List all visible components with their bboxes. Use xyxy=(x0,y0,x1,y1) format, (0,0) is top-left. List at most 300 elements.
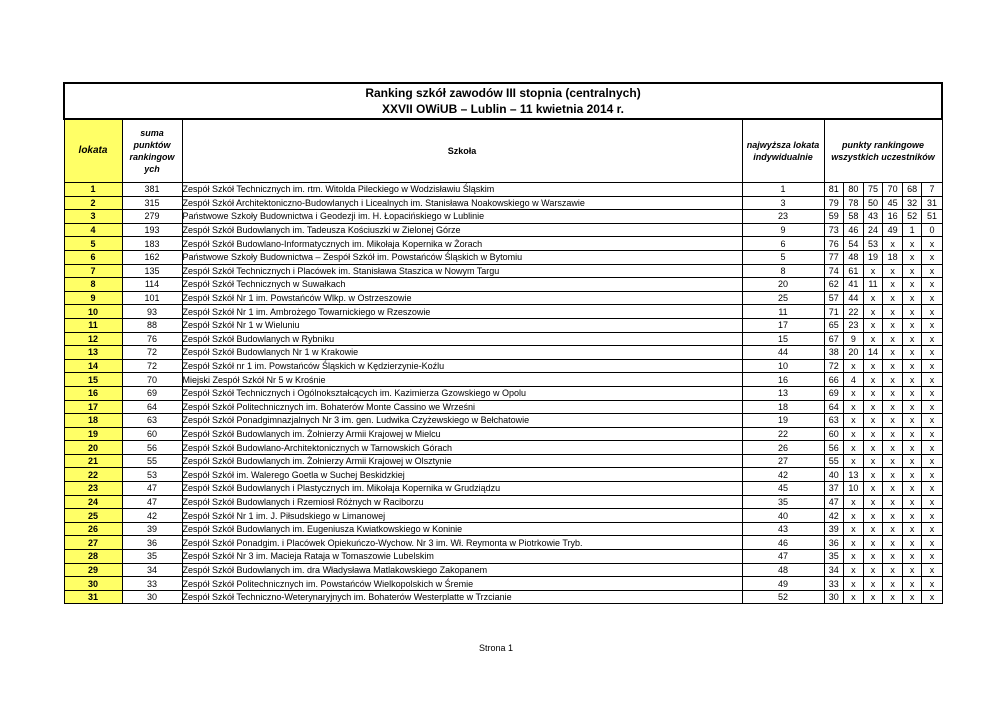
cell-suma: 56 xyxy=(122,441,182,455)
cell-punkty: x xyxy=(922,441,942,455)
cell-suma: 63 xyxy=(122,414,182,428)
cell-punkty: x xyxy=(883,454,903,468)
cell-punkty: 32 xyxy=(902,196,922,210)
cell-punkty: x xyxy=(902,291,922,305)
cell-punkty: x xyxy=(922,278,942,292)
cell-punkty: x xyxy=(863,264,883,278)
cell-suma: 76 xyxy=(122,332,182,346)
cell-najwyzsza: 3 xyxy=(742,196,824,210)
cell-suma: 88 xyxy=(122,318,182,332)
cell-lokata: 26 xyxy=(64,522,122,536)
table-row xyxy=(64,495,942,509)
cell-szkola: Zespół Szkół Nr 1 im. Powstańców Wlkp. w Ostrzeszowie xyxy=(182,291,742,305)
cell-punkty: x xyxy=(922,482,942,496)
cell-punkty: 77 xyxy=(824,250,844,264)
cell-suma: 93 xyxy=(122,305,182,319)
table-row xyxy=(64,414,942,428)
cell-suma: 315 xyxy=(122,196,182,210)
cell-punkty: 51 xyxy=(922,210,942,224)
cell-szkola: Zespół Szkół Budowlanych i Plastycznych im. Mikołaja Kopernika w Grudziądzu xyxy=(182,482,742,496)
table-row xyxy=(64,536,942,550)
cell-suma: 135 xyxy=(122,264,182,278)
cell-punkty: x xyxy=(883,305,903,319)
cell-punkty: x xyxy=(902,305,922,319)
cell-lokata: 20 xyxy=(64,441,122,455)
cell-punkty: 43 xyxy=(863,210,883,224)
cell-punkty: x xyxy=(844,427,864,441)
cell-punkty: x xyxy=(922,264,942,278)
cell-szkola: Miejski Zespół Szkół Nr 5 w Krośnie xyxy=(182,373,742,387)
cell-punkty: 66 xyxy=(824,373,844,387)
header-row xyxy=(64,119,942,183)
cell-punkty: x xyxy=(863,332,883,346)
cell-punkty: x xyxy=(922,318,942,332)
cell-suma: 33 xyxy=(122,577,182,591)
table-row xyxy=(64,590,942,604)
cell-punkty: 40 xyxy=(824,468,844,482)
table-row xyxy=(64,250,942,264)
cell-suma: 114 xyxy=(122,278,182,292)
cell-lokata: 25 xyxy=(64,509,122,523)
cell-szkola: Zespół Szkół Nr 1 im. J. Piłsudskiego w Limanowej xyxy=(182,509,742,523)
cell-punkty: 62 xyxy=(824,278,844,292)
cell-punkty: x xyxy=(902,359,922,373)
cell-szkola: Zespół Szkół Budowlanych im. Żołnierzy Armii Krajowej w Olsztynie xyxy=(182,454,742,468)
cell-szkola: Zespół Szkół Nr 1 im. Ambrożego Towarnickiego w Rzeszowie xyxy=(182,305,742,319)
cell-lokata: 14 xyxy=(64,359,122,373)
table-row xyxy=(64,346,942,360)
header-szkola: Szkoła xyxy=(182,119,742,183)
cell-punkty: x xyxy=(902,278,922,292)
cell-suma: 47 xyxy=(122,495,182,509)
cell-punkty: 70 xyxy=(883,183,903,197)
cell-punkty: 18 xyxy=(883,250,903,264)
cell-lokata: 8 xyxy=(64,278,122,292)
table-row xyxy=(64,278,942,292)
cell-punkty: x xyxy=(844,386,864,400)
cell-punkty: x xyxy=(863,536,883,550)
cell-najwyzsza: 19 xyxy=(742,414,824,428)
cell-punkty: x xyxy=(922,386,942,400)
cell-najwyzsza: 15 xyxy=(742,332,824,346)
cell-suma: 183 xyxy=(122,237,182,251)
cell-punkty: x xyxy=(863,563,883,577)
cell-najwyzsza: 26 xyxy=(742,441,824,455)
cell-suma: 381 xyxy=(122,183,182,197)
table-row xyxy=(64,454,942,468)
cell-punkty: x xyxy=(922,468,942,482)
cell-punkty: 63 xyxy=(824,414,844,428)
cell-lokata: 5 xyxy=(64,237,122,251)
cell-najwyzsza: 20 xyxy=(742,278,824,292)
cell-suma: 101 xyxy=(122,291,182,305)
cell-punkty: x xyxy=(883,495,903,509)
cell-szkola: Zespół Szkół Budowlano-Informatycznych im. Mikołaja Kopernika w Żorach xyxy=(182,237,742,251)
cell-lokata: 11 xyxy=(64,318,122,332)
cell-punkty: 49 xyxy=(883,223,903,237)
cell-lokata: 18 xyxy=(64,414,122,428)
cell-najwyzsza: 1 xyxy=(742,183,824,197)
cell-szkola: Zespół Szkół Ponadgim. i Placówek Opiekuńczo-Wychow. Nr 3 im. Wł. Reymonta w Piotrkowie Tryb. xyxy=(182,536,742,550)
cell-punkty: x xyxy=(863,427,883,441)
cell-punkty: x xyxy=(922,590,942,604)
cell-suma: 72 xyxy=(122,346,182,360)
cell-najwyzsza: 17 xyxy=(742,318,824,332)
cell-punkty: x xyxy=(883,427,903,441)
cell-punkty: x xyxy=(922,332,942,346)
cell-punkty: x xyxy=(863,373,883,387)
table-row xyxy=(64,332,942,346)
cell-punkty: x xyxy=(902,400,922,414)
cell-punkty: x xyxy=(902,386,922,400)
cell-punkty: x xyxy=(883,468,903,482)
cell-punkty: x xyxy=(902,237,922,251)
cell-punkty: x xyxy=(922,359,942,373)
cell-punkty: x xyxy=(902,454,922,468)
cell-punkty: 23 xyxy=(844,318,864,332)
cell-punkty: x xyxy=(883,264,903,278)
cell-punkty: 42 xyxy=(824,509,844,523)
cell-punkty: x xyxy=(863,454,883,468)
cell-punkty: 61 xyxy=(844,264,864,278)
cell-punkty: x xyxy=(883,237,903,251)
cell-punkty: 75 xyxy=(863,183,883,197)
cell-lokata: 6 xyxy=(64,250,122,264)
cell-punkty: 48 xyxy=(844,250,864,264)
cell-szkola: Zespół Szkół Technicznych i Placówek im. Stanisława Staszica w Nowym Targu xyxy=(182,264,742,278)
cell-szkola: Zespół Szkół Ponadgimnazjalnych Nr 3 im. gen. Ludwika Czyżewskiego w Bełchatowie xyxy=(182,414,742,428)
cell-punkty: x xyxy=(844,414,864,428)
cell-punkty: 52 xyxy=(902,210,922,224)
cell-punkty: x xyxy=(883,414,903,428)
cell-punkty: 72 xyxy=(824,359,844,373)
cell-lokata: 2 xyxy=(64,196,122,210)
cell-szkola: Zespół Szkół Budowlanych im. Eugeniusza Kwiatkowskiego w Koninie xyxy=(182,522,742,536)
cell-punkty: 71 xyxy=(824,305,844,319)
table-row xyxy=(64,577,942,591)
cell-punkty: x xyxy=(902,577,922,591)
cell-punkty: x xyxy=(883,318,903,332)
cell-punkty: x xyxy=(844,550,864,564)
cell-najwyzsza: 16 xyxy=(742,373,824,387)
cell-lokata: 27 xyxy=(64,536,122,550)
cell-punkty: 44 xyxy=(844,291,864,305)
cell-lokata: 7 xyxy=(64,264,122,278)
table-row xyxy=(64,196,942,210)
cell-punkty: x xyxy=(922,550,942,564)
cell-najwyzsza: 45 xyxy=(742,482,824,496)
cell-szkola: Państwowe Szkoły Budownictwa i Geodezji im. H. Łopacińskiego w Lublinie xyxy=(182,210,742,224)
cell-lokata: 28 xyxy=(64,550,122,564)
table-row xyxy=(64,318,942,332)
cell-punkty: 11 xyxy=(863,278,883,292)
cell-suma: 53 xyxy=(122,468,182,482)
cell-szkola: Zespół Szkół Budowlanych im. dra Władysława Matlakowskiego Zakopanem xyxy=(182,563,742,577)
cell-punkty: x xyxy=(902,522,922,536)
cell-punkty: 36 xyxy=(824,536,844,550)
cell-punkty: x xyxy=(922,305,942,319)
cell-szkola: Zespół Szkół Politechnicznych im. Powstańców Wielkopolskich w Śremie xyxy=(182,577,742,591)
cell-punkty: x xyxy=(922,237,942,251)
cell-lokata: 10 xyxy=(64,305,122,319)
table-row xyxy=(64,373,942,387)
cell-punkty: x xyxy=(863,400,883,414)
cell-szkola: Zespół Szkół Technicznych w Suwałkach xyxy=(182,278,742,292)
cell-punkty: x xyxy=(844,441,864,455)
cell-lokata: 12 xyxy=(64,332,122,346)
cell-punkty: x xyxy=(902,441,922,455)
cell-suma: 162 xyxy=(122,250,182,264)
cell-szkola: Zespół Szkół Technicznych i Ogólnokształcących im. Kazimierza Gzowskiego w Opolu xyxy=(182,386,742,400)
ranking-rows xyxy=(64,183,942,604)
cell-punkty: 78 xyxy=(844,196,864,210)
cell-punkty: x xyxy=(922,346,942,360)
header-lokata: lokata xyxy=(64,119,122,183)
cell-punkty: x xyxy=(863,522,883,536)
cell-punkty: 53 xyxy=(863,237,883,251)
cell-punkty: 31 xyxy=(922,196,942,210)
cell-punkty: x xyxy=(902,482,922,496)
cell-punkty: 64 xyxy=(824,400,844,414)
cell-lokata: 22 xyxy=(64,468,122,482)
cell-suma: 64 xyxy=(122,400,182,414)
cell-najwyzsza: 43 xyxy=(742,522,824,536)
cell-punkty: x xyxy=(902,346,922,360)
cell-lokata: 19 xyxy=(64,427,122,441)
cell-lokata: 23 xyxy=(64,482,122,496)
cell-punkty: x xyxy=(863,318,883,332)
cell-punkty: x xyxy=(863,509,883,523)
cell-punkty: x xyxy=(922,427,942,441)
cell-lokata: 3 xyxy=(64,210,122,224)
cell-suma: 69 xyxy=(122,386,182,400)
cell-punkty: 14 xyxy=(863,346,883,360)
cell-punkty: x xyxy=(922,250,942,264)
cell-najwyzsza: 49 xyxy=(742,577,824,591)
table-row xyxy=(64,468,942,482)
cell-punkty: 22 xyxy=(844,305,864,319)
cell-szkola: Zespół Szkół Techniczno-Weterynaryjnych im. Bohaterów Westerplatte w Trzcianie xyxy=(182,590,742,604)
cell-punkty: x xyxy=(922,577,942,591)
table-row xyxy=(64,359,942,373)
cell-punkty: x xyxy=(883,509,903,523)
cell-punkty: x xyxy=(844,563,864,577)
cell-lokata: 30 xyxy=(64,577,122,591)
cell-punkty: 30 xyxy=(824,590,844,604)
cell-punkty: x xyxy=(863,495,883,509)
cell-lokata: 13 xyxy=(64,346,122,360)
cell-punkty: 13 xyxy=(844,468,864,482)
cell-punkty: 55 xyxy=(824,454,844,468)
table-row xyxy=(64,386,942,400)
table-row xyxy=(64,305,942,319)
cell-suma: 193 xyxy=(122,223,182,237)
cell-punkty: x xyxy=(844,359,864,373)
cell-punkty: x xyxy=(883,400,903,414)
cell-punkty: x xyxy=(922,563,942,577)
cell-punkty: x xyxy=(902,264,922,278)
cell-punkty: 80 xyxy=(844,183,864,197)
cell-punkty: x xyxy=(902,414,922,428)
cell-punkty: x xyxy=(863,590,883,604)
cell-punkty: x xyxy=(902,550,922,564)
cell-punkty: x xyxy=(863,359,883,373)
cell-punkty: x xyxy=(863,482,883,496)
cell-punkty: x xyxy=(844,577,864,591)
table-row xyxy=(64,400,942,414)
cell-szkola: Zespół Szkół Nr 3 im. Macieja Rataja w Tomaszowie Lubelskim xyxy=(182,550,742,564)
cell-punkty: x xyxy=(922,509,942,523)
table-row xyxy=(64,237,942,251)
cell-suma: 60 xyxy=(122,427,182,441)
cell-punkty: x xyxy=(883,278,903,292)
cell-suma: 55 xyxy=(122,454,182,468)
cell-punkty: x xyxy=(883,522,903,536)
table-row xyxy=(64,550,942,564)
cell-punkty: x xyxy=(922,454,942,468)
cell-szkola: Zespół Szkół nr 1 im. Powstańców Śląskich w Kędzierzynie-Koźlu xyxy=(182,359,742,373)
cell-punkty: x xyxy=(902,495,922,509)
cell-lokata: 29 xyxy=(64,563,122,577)
cell-suma: 279 xyxy=(122,210,182,224)
table-row xyxy=(64,264,942,278)
cell-punkty: 73 xyxy=(824,223,844,237)
cell-punkty: 35 xyxy=(824,550,844,564)
cell-punkty: x xyxy=(922,536,942,550)
cell-punkty: 67 xyxy=(824,332,844,346)
cell-najwyzsza: 40 xyxy=(742,509,824,523)
cell-punkty: x xyxy=(922,291,942,305)
cell-punkty: 60 xyxy=(824,427,844,441)
cell-punkty: x xyxy=(863,291,883,305)
header-suma: suma punktów rankingow ych xyxy=(122,119,182,183)
cell-punkty: x xyxy=(863,468,883,482)
cell-najwyzsza: 13 xyxy=(742,386,824,400)
cell-punkty: 47 xyxy=(824,495,844,509)
cell-punkty: 54 xyxy=(844,237,864,251)
table-row xyxy=(64,441,942,455)
cell-najwyzsza: 25 xyxy=(742,291,824,305)
cell-szkola: Zespół Szkół Nr 1 w Wieluniu xyxy=(182,318,742,332)
cell-punkty: x xyxy=(902,332,922,346)
cell-punkty: x xyxy=(863,414,883,428)
cell-najwyzsza: 11 xyxy=(742,305,824,319)
cell-punkty: x xyxy=(863,441,883,455)
title-cell xyxy=(64,83,942,119)
cell-szkola: Zespół Szkół Architektoniczno-Budowlanych i Licealnych im. Stanisława Noakowskiego w Warszawie xyxy=(182,196,742,210)
cell-punkty: x xyxy=(883,359,903,373)
cell-suma: 34 xyxy=(122,563,182,577)
header-najwyzsza: najwyższa lokata indywidualnie xyxy=(742,119,824,183)
cell-punkty: 58 xyxy=(844,210,864,224)
cell-punkty: x xyxy=(863,550,883,564)
cell-punkty: 0 xyxy=(922,223,942,237)
cell-punkty: x xyxy=(902,373,922,387)
cell-punkty: 59 xyxy=(824,210,844,224)
cell-punkty: x xyxy=(844,536,864,550)
cell-najwyzsza: 18 xyxy=(742,400,824,414)
cell-szkola: Zespół Szkół Budowlanych i Rzemiosł Różnych w Raciborzu xyxy=(182,495,742,509)
cell-suma: 42 xyxy=(122,509,182,523)
page-footer: Strona 1 xyxy=(478,643,514,653)
cell-punkty: 69 xyxy=(824,386,844,400)
cell-lokata: 31 xyxy=(64,590,122,604)
cell-punkty: 74 xyxy=(824,264,844,278)
cell-punkty: 79 xyxy=(824,196,844,210)
header-punkty: punkty rankingowe wszystkich uczestników xyxy=(824,119,942,183)
cell-najwyzsza: 46 xyxy=(742,536,824,550)
cell-punkty: x xyxy=(863,305,883,319)
cell-najwyzsza: 47 xyxy=(742,550,824,564)
cell-punkty: x xyxy=(902,427,922,441)
cell-punkty: 4 xyxy=(844,373,864,387)
cell-punkty: x xyxy=(902,468,922,482)
cell-suma: 39 xyxy=(122,522,182,536)
cell-szkola: Zespół Szkół Technicznych im. rtm. Witolda Pileckiego w Wodzisławiu Śląskim xyxy=(182,183,742,197)
cell-punkty: 33 xyxy=(824,577,844,591)
cell-punkty: x xyxy=(922,373,942,387)
cell-punkty: x xyxy=(863,577,883,591)
cell-punkty: 68 xyxy=(902,183,922,197)
cell-punkty: x xyxy=(902,509,922,523)
cell-punkty: x xyxy=(902,250,922,264)
cell-punkty: x xyxy=(883,536,903,550)
cell-punkty: x xyxy=(902,318,922,332)
cell-punkty: x xyxy=(883,550,903,564)
cell-punkty: 19 xyxy=(863,250,883,264)
cell-suma: 35 xyxy=(122,550,182,564)
cell-szkola: Zespół Szkół Budowlano-Architektonicznych w Tarnowskich Górach xyxy=(182,441,742,455)
cell-punkty: x xyxy=(883,346,903,360)
cell-punkty: 20 xyxy=(844,346,864,360)
cell-punkty: x xyxy=(922,414,942,428)
cell-punkty: 34 xyxy=(824,563,844,577)
cell-punkty: x xyxy=(922,400,942,414)
cell-lokata: 9 xyxy=(64,291,122,305)
cell-najwyzsza: 52 xyxy=(742,590,824,604)
cell-punkty: 56 xyxy=(824,441,844,455)
cell-punkty: x xyxy=(902,563,922,577)
page-title: Ranking szkół zawodów III stopnia (centralnych) xyxy=(365,86,641,100)
cell-najwyzsza: 48 xyxy=(742,563,824,577)
cell-punkty: 10 xyxy=(844,482,864,496)
cell-punkty: x xyxy=(844,590,864,604)
cell-punkty: x xyxy=(922,522,942,536)
cell-punkty: x xyxy=(883,386,903,400)
table-row xyxy=(64,223,942,237)
cell-najwyzsza: 23 xyxy=(742,210,824,224)
table-row xyxy=(64,291,942,305)
table-row xyxy=(64,427,942,441)
cell-punkty: x xyxy=(902,590,922,604)
cell-szkola: Zespół Szkół im. Walerego Goetla w Suchej Beskidzkiej xyxy=(182,468,742,482)
cell-punkty: x xyxy=(844,495,864,509)
cell-punkty: x xyxy=(883,291,903,305)
cell-punkty: x xyxy=(844,454,864,468)
cell-szkola: Państwowe Szkoły Budownictwa – Zespół Szkół im. Powstańców Śląskich w Bytomiu xyxy=(182,250,742,264)
cell-punkty: 38 xyxy=(824,346,844,360)
cell-najwyzsza: 5 xyxy=(742,250,824,264)
cell-szkola: Zespół Szkół Politechnicznych im. Bohaterów Monte Cassino we Wrześni xyxy=(182,400,742,414)
cell-punkty: 65 xyxy=(824,318,844,332)
cell-punkty: 7 xyxy=(922,183,942,197)
cell-punkty: 37 xyxy=(824,482,844,496)
cell-suma: 70 xyxy=(122,373,182,387)
cell-punkty: 41 xyxy=(844,278,864,292)
table-row xyxy=(64,522,942,536)
cell-punkty: x xyxy=(883,563,903,577)
cell-lokata: 16 xyxy=(64,386,122,400)
